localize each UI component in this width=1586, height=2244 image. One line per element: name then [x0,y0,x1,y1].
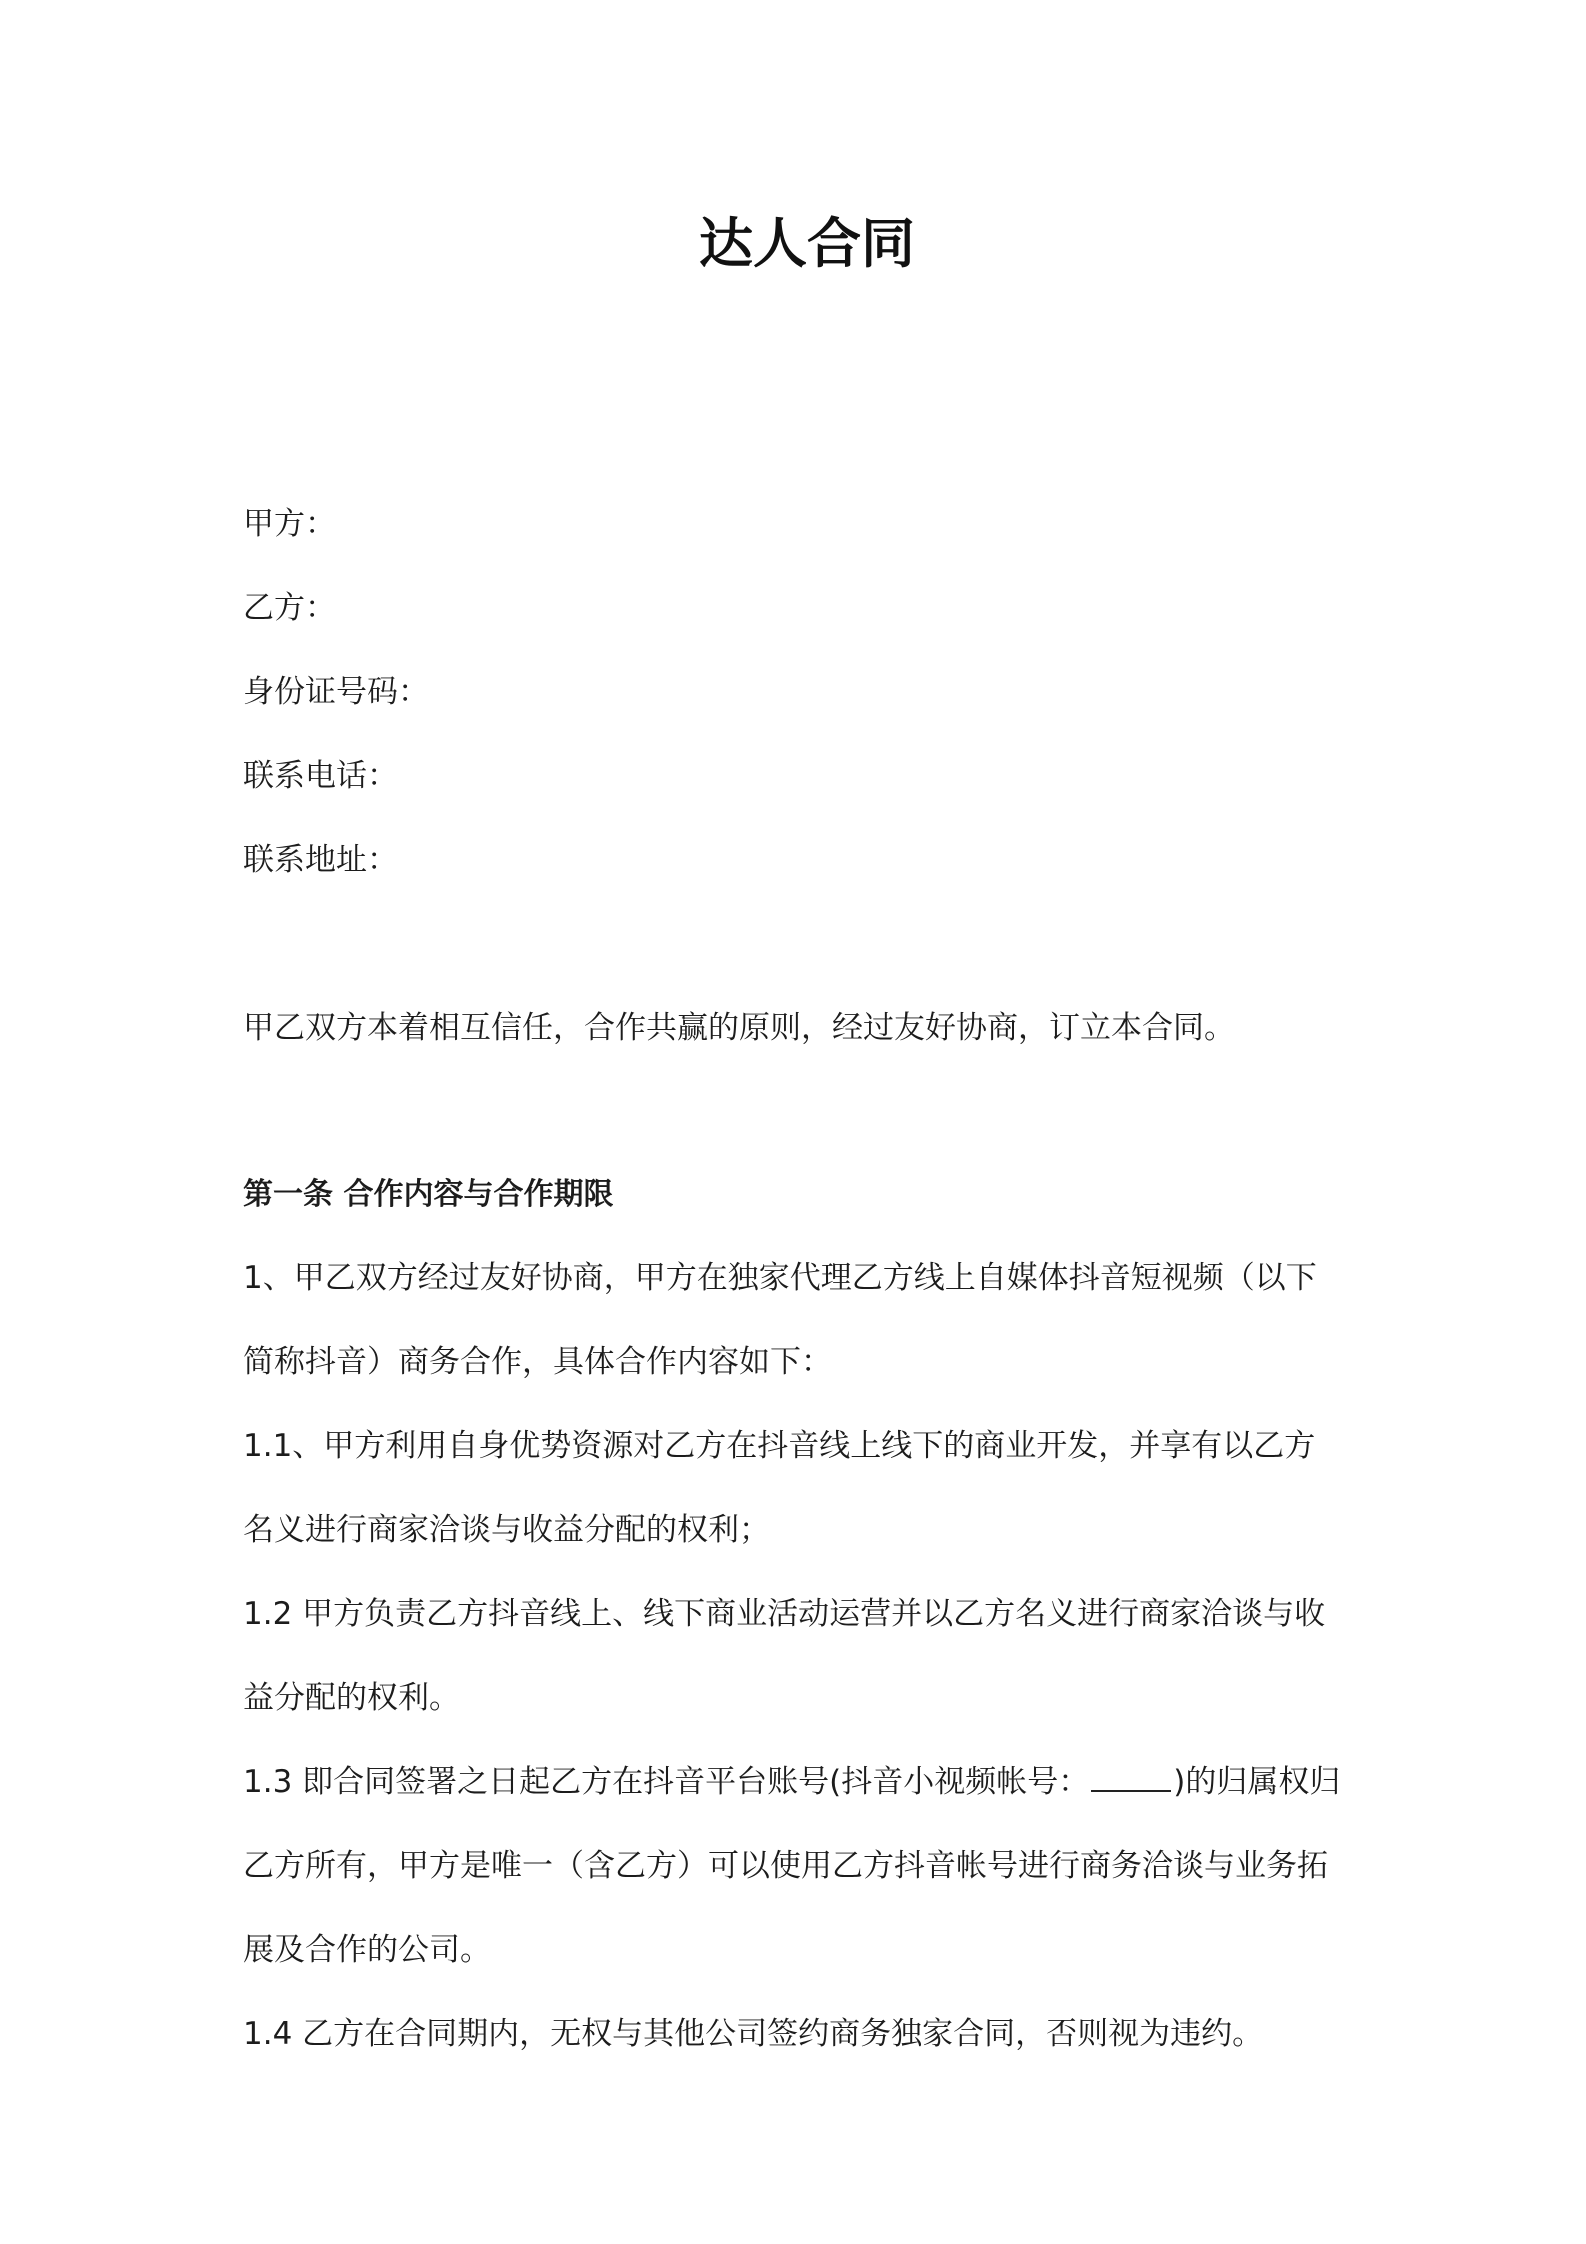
clause-1-3-line-3: 展及合作的公司。 [243,1932,491,1968]
clause-1-4: 1.4 乙方在合同期内，无权与其他公司签约商务独家合同，否则视为违约。 [243,2016,1264,2052]
section-1-heading: 第一条 合作内容与合作期限 [243,1177,614,1212]
preamble-paragraph: 甲乙双方本着相互信任，合作共赢的原则，经过友好协商，订立本合同。 [243,1010,1235,1046]
clause-1-1-line-2: 名义进行商家洽谈与收益分配的权利； [243,1512,770,1548]
clause-1-3-line-2: 乙方所有，甲方是唯一（含乙方）可以使用乙方抖音帐号进行商务洽谈与业务拓 [243,1848,1328,1884]
clause-1-2-line-1: 1.2 甲方负责乙方抖音线上、线下商业活动运营并以乙方名义进行商家洽谈与收 [243,1596,1326,1632]
account-number-blank [1091,1760,1171,1792]
party-b-field: 乙方： [243,590,336,626]
clause-1-3-line-1 [243,1760,1340,1804]
document-title: 达人合同 [699,212,915,275]
clause-1-line-2: 简称抖音）商务合作，具体合作内容如下： [243,1344,832,1380]
address-field: 联系地址： [243,842,398,878]
phone-field: 联系电话： [243,758,398,794]
clause-1-line-1: 1、甲乙双方经过友好协商，甲方在独家代理乙方线上自媒体抖音短视频（以下 [243,1260,1317,1296]
id-number-field: 身份证号码： [243,674,429,710]
clause-1-3-text-before: 1.3 即合同签署之日起乙方在抖音平台账号(抖音小视频帐号： [243,1764,1090,1800]
clause-1-3-text-after: )的归属权归 [1173,1764,1341,1800]
clause-1-1-line-1: 1.1、甲方利用自身优势资源对乙方在抖音线上线下的商业开发，并享有以乙方 [243,1428,1316,1464]
clause-1-2-line-2: 益分配的权利。 [243,1680,460,1716]
party-a-field: 甲方： [243,506,336,542]
